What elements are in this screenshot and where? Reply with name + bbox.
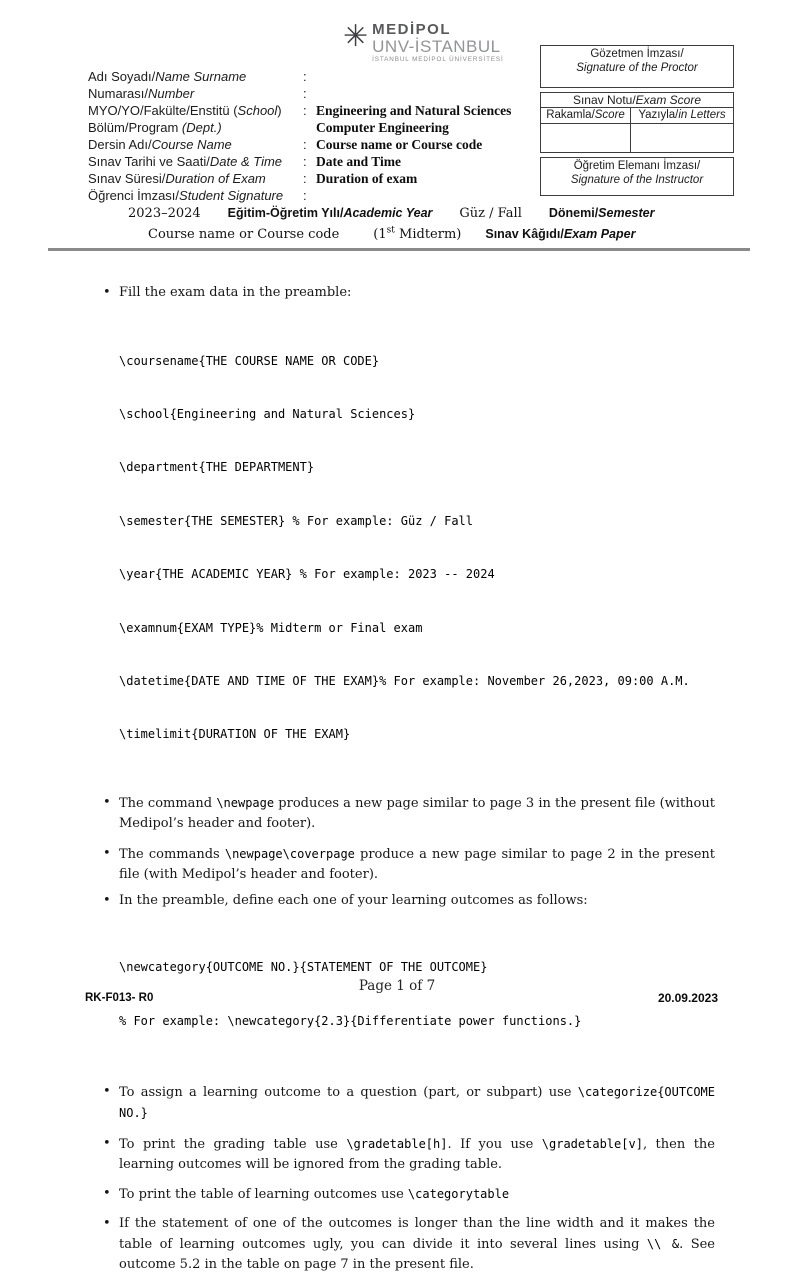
bullet-icon: • (103, 845, 111, 861)
bullet-icon: • (103, 1136, 111, 1152)
bullet-gradetable: • To print the grading table use \gradetable[h]. If you use \gradetable[v], then the learning outcomes will be ignored from the grading table. (103, 1134, 715, 1175)
document-body (103, 276, 715, 1275)
student-info-form (88, 68, 538, 204)
form-label: MYO/YO/Fakülte/Enstitü (School) (88, 103, 282, 118)
form-colon: : (303, 103, 307, 118)
logo-tagline: İSTANBUL MEDİPOL ÜNİVERSİTESİ (372, 56, 504, 63)
semester-label: Dönemi/Semester (548, 206, 655, 220)
code-line: % For example: \newcategory{2.3}{Differentiate power functions.} (119, 1013, 582, 1028)
form-label: Dersin Adı/Course Name (88, 137, 232, 152)
code-line: \coursename{THE COURSE NAME OR CODE} (119, 353, 380, 368)
code-line: \newcategory{OUTCOME NO.}{STATEMENT OF THE OUTCOME} (119, 960, 488, 975)
form-label: Sınav Tarihi ve Saati/Date & Time (88, 154, 283, 169)
form-value: Duration of exam (316, 171, 418, 186)
page-number: Page 1 of 7 (358, 978, 436, 994)
footer-date: 20.09.2023 (657, 991, 718, 1005)
form-row-student-signature (88, 187, 538, 204)
form-label: Öğrenci İmzası/Student Signature (88, 188, 284, 203)
form-colon: : (303, 86, 307, 101)
form-row-department (88, 119, 538, 136)
form-row-duration (88, 170, 538, 187)
code-line: \school{Engineering and Natural Sciences} (119, 406, 416, 421)
footer-document-code: RK-F013- R0 (85, 992, 154, 1004)
bullet-icon: • (103, 794, 111, 810)
form-label: Adı Soyadı/Name Surname (88, 69, 247, 84)
bullet-icon: • (103, 285, 111, 300)
code-line: \examnum{EXAM TYPE}% Midterm or Final exam (119, 620, 423, 635)
form-value: Course name or Course code (316, 137, 483, 152)
form-row-name (88, 68, 538, 85)
code-line: \department{THE DEPARTMENT} (119, 460, 315, 475)
score-letters-cell (631, 124, 733, 152)
form-row-school (88, 102, 538, 119)
bullet-long-outcome: • If the statement of one of the outcomes is longer than the line width and it makes the table of learning outcomes ugly, you can divide it into several lines using \\ &. See outcome 5.2 in the table on page 7 in the present file. (103, 1214, 715, 1275)
preamble-code-block (119, 317, 715, 780)
bullet-newpage: • The command \newpage produces a new page similar to page 3 in the present file (without Medipol’s header and footer). (103, 793, 715, 834)
bullet-categorytable: • To print the table of learning outcomes use \categorytable (103, 1184, 715, 1205)
signature-score-boxes (540, 45, 734, 196)
semester-value: Güz / Fall (459, 206, 522, 221)
bullet-learning-outcomes: • In the preamble, define each one of your learning outcomes as follows: (103, 891, 715, 911)
form-row-date-time (88, 153, 538, 170)
form-value: Engineering and Natural Sciences (316, 103, 512, 118)
code-line: \timelimit{DURATION OF THE EXAM} (119, 727, 351, 742)
exam-score-table (540, 92, 734, 153)
form-colon: : (303, 188, 307, 203)
bullet-fill-exam-data: • Fill the exam data in the preamble: (103, 283, 715, 303)
header-divider (48, 248, 750, 251)
form-value: Date and Time (316, 154, 402, 169)
bullet-icon: • (103, 892, 111, 908)
form-colon: : (303, 137, 307, 152)
logo-title: MEDİPOL (372, 21, 451, 38)
exam-score-entry-row (541, 124, 733, 152)
instructor-label-en: Signature of the Instructor (570, 173, 704, 186)
form-colon: : (303, 69, 307, 84)
form-label: Sınav Süresi/Duration of Exam (88, 171, 266, 186)
medipol-logo (343, 19, 504, 64)
proctor-signature-box (540, 45, 734, 88)
medipol-snowflake-icon: ✳ (343, 19, 369, 54)
exam-number: (1st Midterm) (373, 225, 462, 242)
form-colon: : (303, 154, 307, 169)
score-numeric-header: Rakamla/Score (541, 108, 631, 123)
form-value: Computer Engineering (316, 120, 449, 135)
logo-text (372, 22, 504, 64)
exam-score-columns (541, 108, 733, 124)
code-line: \semester{THE SEMESTER} % For example: Güz / Fall (119, 513, 474, 528)
score-numeric-cell (541, 124, 631, 152)
bullet-icon: • (103, 1084, 111, 1100)
exam-paper-line (148, 227, 635, 242)
academic-year-line (128, 206, 654, 221)
form-colon: : (303, 171, 307, 186)
exam-score-header: Sınav Notu/Exam Score (541, 93, 733, 108)
proctor-label-tr: Gözetmen İmzası/ (590, 48, 684, 60)
form-row-number (88, 85, 538, 102)
bullet-coverpage: • The commands \newpage\coverpage produce a new page similar to page 2 in the present file (with Medipol’s header and footer). (103, 844, 715, 885)
bullet-icon: • (103, 1186, 111, 1202)
form-label: Bölüm/Program (Dept.) (88, 120, 222, 135)
instructor-signature-box (540, 157, 734, 196)
instructor-label-tr: Öğretim Elemanı İmzası/ (573, 160, 701, 172)
academic-year-label: Eğitim-Öğretim Yılı/Academic Year (227, 206, 433, 220)
proctor-label-en: Signature of the Proctor (576, 61, 698, 74)
bullet-categorize: • To assign a learning outcome to a question (part, or subpart) use \categorize{OUTCOME NO.} (103, 1082, 715, 1124)
newcategory-code-block (119, 924, 715, 1066)
exam-paper-label: Sınav Kâğıdı/Exam Paper (485, 227, 636, 241)
code-line: \year{THE ACADEMIC YEAR} % For example: 2023 -- 2024 (119, 567, 495, 582)
code-line: \datetime{DATE AND TIME OF THE EXAM}% For example: November 26,2023, 09:00 A.M. (119, 673, 690, 688)
form-row-course-name (88, 136, 538, 153)
academic-year-value: 2023–2024 (128, 206, 201, 221)
score-letters-header: Yazıyla/in Letters (638, 109, 726, 121)
logo-subtitle: UNV-İSTANBUL (372, 37, 501, 56)
bullet-icon: • (103, 1216, 111, 1232)
course-name-value: Course name or Course code (148, 227, 340, 242)
form-label: Numarası/Number (88, 86, 195, 101)
